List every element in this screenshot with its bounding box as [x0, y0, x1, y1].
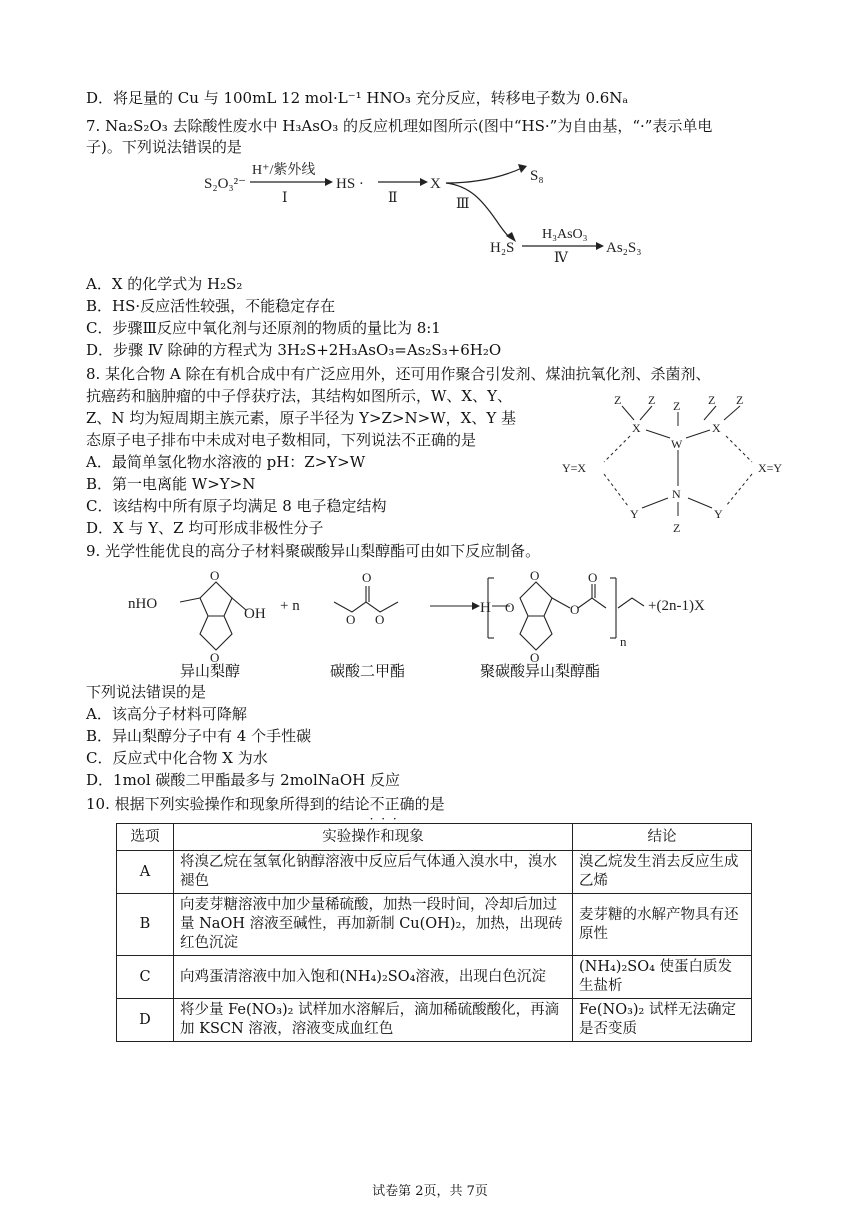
q8-option-a: A．最简单氢化物水溶液的 pH：Z>Y>W	[86, 453, 366, 471]
eq-o-poly-ring-bottom: O	[530, 650, 540, 665]
q10-stem	[86, 794, 445, 814]
row-d-option: D	[117, 999, 174, 1042]
scheme-reactant: S₂O₃²⁻	[204, 176, 247, 192]
row-a-operation: 将溴乙烷在氢氧化钠醇溶液中反应后气体通入溴水中，溴水褪色	[174, 851, 573, 894]
q10-stem-post: 的是	[414, 795, 445, 813]
eq-byproduct: +(2n-1)X	[648, 598, 705, 614]
row-c-operation: 向鸡蛋清溶液中加入饱和(NH₄)₂SO₄溶液，出现白色沉淀	[174, 956, 573, 999]
q10-experiment-table	[116, 823, 752, 1042]
header-operation: 实验操作和现象	[174, 824, 573, 851]
scheme-product: As₂S₃	[606, 240, 642, 256]
scheme-hs-radical: HS ·	[336, 176, 364, 192]
eq-plus-n: + n	[280, 598, 300, 614]
eq-o-poly-1: O	[505, 600, 515, 615]
eq-o-poly-ring-top: O	[530, 568, 540, 583]
q9-option-c: C．反应式中化合物 X 为水	[86, 749, 268, 767]
eq-o-ring-bottom: O	[210, 650, 220, 665]
atom-z-2: Z	[648, 393, 656, 407]
atom-x-left: X	[632, 421, 641, 435]
atom-y-lower-right: Y	[714, 507, 723, 521]
page-footer: 试卷第 2页，共 7页	[372, 1184, 488, 1199]
row-a-option: A	[117, 851, 174, 894]
eq-o-poly-carbonyl: O	[588, 570, 598, 585]
eq-nho: nHO	[128, 596, 158, 612]
row-b-operation: 向麦芽糖溶液中加少量稀硫酸，加热一段时间，冷却后加过量 NaOH 溶液至碱性，再加新制 Cu(OH)₂，加热，出现砖红色沉淀	[174, 894, 573, 956]
row-b-option: B	[117, 894, 174, 956]
q8-stem-line4: 态原子电子排布中未成对电子数相同，下列说法不正确的是	[86, 431, 477, 449]
scheme-step-2: Ⅱ	[388, 191, 398, 206]
eq-o-ring-top: O	[210, 568, 220, 583]
q7-stem-line1: 7. Na₂S₂O₃ 去除酸性废水中 H₃AsO₃ 的反应机理如图所示(图中“HS·”为自由基，“·”表示单电	[86, 117, 713, 135]
q7-option-c: C．步骤Ⅲ反应中氧化剂与还原剂的物质的量比为 8:1	[86, 319, 441, 337]
q9-option-b: B．异山梨醇分子中有 4 个手性碳	[86, 727, 312, 745]
header-option: 选项	[117, 824, 174, 851]
row-d-conclusion: Fe(NO₃)₂ 试样无法确定是否变质	[573, 999, 752, 1042]
table-row	[117, 956, 752, 999]
label-dimethyl-carbonate: 碳酸二甲酯	[330, 662, 406, 680]
q7-option-d: D．步骤 Ⅳ 除砷的方程式为 3H₂S+2H₃AsO₃=As₂S₃+6H₂O	[86, 341, 502, 359]
row-c-conclusion: (NH₄)₂SO₄ 使蛋白质发生盐析	[573, 956, 752, 999]
q10-stem-emphasis: 不正确 · · ·	[370, 795, 415, 813]
atom-x-right: X	[712, 421, 721, 435]
atom-n: N	[672, 487, 681, 501]
q7-reaction-scheme	[200, 158, 680, 264]
atom-w: W	[671, 437, 683, 451]
q9-option-a: A．该高分子材料可降解	[86, 705, 247, 723]
q6-option-d: D．将足量的 Cu 与 100mL 12 mol·L⁻¹ HNO₃ 充分反应，转移电子数为 0.6Nₐ	[86, 89, 629, 107]
row-d-operation: 将少量 Fe(NO₃)₂ 试样加水溶解后，滴加稀硫酸酸化，再滴加 KSCN 溶液，溶液变成血红色	[174, 999, 573, 1042]
eq-o-poly-2: O	[570, 602, 580, 617]
row-a-conclusion: 溴乙烷发生消去反应生成乙烯	[573, 851, 752, 894]
atom-y-lower-left: Y	[630, 507, 639, 521]
eq-o-carbonyl: O	[362, 570, 372, 585]
atom-z-1: Z	[614, 393, 622, 407]
row-b-conclusion: 麦芽糖的水解产物具有还原性	[573, 894, 752, 956]
atom-z-3: Z	[673, 399, 681, 413]
table-header-row	[117, 824, 752, 851]
scheme-step-4: Ⅳ	[554, 251, 568, 264]
q8-option-b: B．第一电离能 W>Y>N	[86, 475, 256, 493]
q8-stem-line3: Z、N 均为短周期主族元素，原子半径为 Y>Z>N>W，X、Y 基	[86, 409, 517, 427]
scheme-condition-4: H₃AsO₃	[542, 227, 588, 242]
atom-x-y-right: X=Y	[758, 461, 783, 475]
eq-o-ester-2: O	[375, 612, 385, 627]
scheme-h2s: H₂S	[490, 240, 515, 256]
scheme-condition-1: H⁺/紫外线	[252, 163, 316, 178]
q8-stem-line2: 抗癌药和脑肿瘤的中子俘获疗法，其结构如图所示，W、X、Y、	[86, 387, 513, 405]
eq-o-ester-1: O	[346, 612, 356, 627]
q7-option-a: A．X 的化学式为 H₂S₂	[86, 275, 243, 293]
table-row	[117, 894, 752, 956]
q9-stem: 9. 光学性能优良的高分子材料聚碳酸异山梨醇酯可由如下反应制备。	[86, 542, 541, 560]
table-row	[117, 999, 752, 1042]
q8-stem-line1: 8. 某化合物 A 除在有机合成中有广泛应用外，还可用作聚合引发剂、煤油抗氧化剂、杀菌剂、	[86, 365, 711, 383]
label-polycarbonate: 聚碳酸异山梨醇酯	[480, 662, 601, 680]
eq-h: H	[480, 600, 491, 616]
scheme-step-3: Ⅲ	[456, 197, 470, 212]
header-conclusion: 结论	[573, 824, 752, 851]
q8-option-d: D．X 与 Y、Z 均可形成非极性分子	[86, 519, 324, 537]
scheme-step-1: Ⅰ	[282, 191, 288, 206]
q8-structure-diagram	[560, 390, 802, 538]
eq-n-subscript: n	[620, 634, 627, 649]
scheme-x: X	[430, 176, 441, 192]
q9-reaction-equation	[120, 568, 770, 674]
q10-stem-pre: 10. 根据下列实验操作和现象所得到的结论	[86, 795, 370, 813]
row-c-option: C	[117, 956, 174, 999]
scheme-s8: S₈	[530, 168, 544, 184]
q9-sub-stem: 下列说法错误的是	[86, 683, 207, 701]
atom-z-4: Z	[708, 393, 716, 407]
q8-option-c: C．该结构中所有原子均满足 8 电子稳定结构	[86, 497, 387, 515]
eq-oh: OH	[244, 606, 266, 622]
atom-z-5: Z	[736, 393, 744, 407]
q7-stem-line2: 子)。下列说法错误的是	[86, 138, 242, 156]
q9-option-d: D．1mol 碳酸二甲酯最多与 2molNaOH 反应	[86, 771, 400, 789]
label-isosorbide: 异山梨醇	[180, 662, 241, 680]
table-row	[117, 851, 752, 894]
q7-option-b: B．HS·反应活性较强，不能稳定存在	[86, 297, 336, 315]
atom-y-x-left: Y=X	[562, 461, 587, 475]
atom-z-bottom: Z	[673, 521, 681, 535]
